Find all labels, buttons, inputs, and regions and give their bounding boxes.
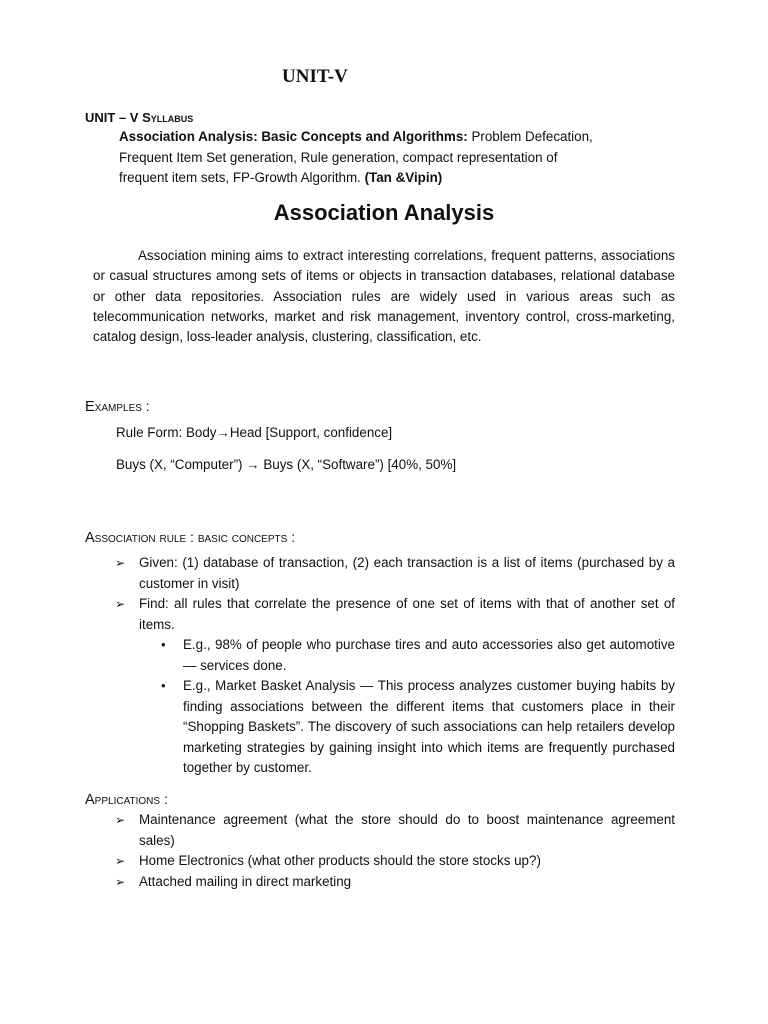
- basic-concepts-heading: Association rule : basic concepts :: [85, 529, 296, 546]
- applications-heading: Applications :: [85, 791, 168, 808]
- basic-concepts-list: [115, 553, 675, 779]
- list-item: ➢ Given: (1) database of transaction, (2) each transaction is a list of items (purchased by a customer in visit): [115, 555, 675, 591]
- arrow-bullet-icon: ➢: [115, 813, 126, 827]
- list-item: • E.g., Market Basket Analysis — This process analyzes customer buying habits by finding associations between the different items that customers place in their “Shopping Baskets”. The discovery of such associations can help retailers develop marketing strategies by gaining insight into which items are frequently purchased together by customer.: [161, 678, 675, 775]
- rule-example: Buys (X, “Computer”) → Buys (X, “Software”) [40%, 50%]: [116, 457, 457, 472]
- syllabus-body: [119, 127, 599, 189]
- arrow-bullet-icon: ➢: [115, 597, 126, 611]
- bullet-icon: •: [161, 637, 166, 652]
- syllabus-authors: (Tan &Vipin): [364, 170, 443, 185]
- arrow-bullet-icon: ➢: [115, 556, 126, 570]
- syllabus-topic: Association Analysis: Basic Concepts and Algorithms:: [119, 129, 468, 144]
- examples-heading: Examples :: [85, 398, 150, 415]
- syllabus-topics-text: Problem Defecation, Frequent Item Set generation, Rule generation, compact representation of frequent item sets, FP-Growth Algorithm.: [119, 129, 593, 185]
- arrow-bullet-icon: ➢: [115, 874, 126, 889]
- list-item: ➢ Find: all rules that correlate the presence of one set of items with that of another set of items.: [115, 596, 675, 632]
- list-item: ➢ Maintenance agreement (what the store should do to boost maintenance agreement sales): [115, 812, 675, 848]
- list-item: • E.g., 98% of people who purchase tires and auto accessories also get automotive— services done.: [161, 637, 675, 673]
- list-item: ➢ Home Electronics (what other products should the store stocks up?): [115, 851, 675, 872]
- rule-form: Rule Form: Body→Head [Support, confidence]: [116, 425, 393, 440]
- syllabus-heading: UNIT – V Syllabus: [85, 110, 194, 125]
- unit-title: UNIT-V: [282, 66, 348, 87]
- bullet-icon: •: [161, 678, 166, 693]
- applications-list: [115, 810, 675, 892]
- arrow-bullet-icon: ➢: [115, 854, 126, 868]
- intro-paragraph: Association mining aims to extract interesting correlations, frequent patterns, associations or casual structures among sets of items or objects in transaction databases, relational database or other data repositories. Association rules are widely used in various areas such as telecommunication networks, market and risk management, inventory control, cross-marketing, catalog design, loss-leader analysis, clustering, classification, etc.: [93, 248, 675, 345]
- list-item: ➢ Attached mailing in direct marketing: [115, 872, 675, 893]
- sub-list: [115, 635, 675, 779]
- page-title: Association Analysis: [273, 200, 495, 225]
